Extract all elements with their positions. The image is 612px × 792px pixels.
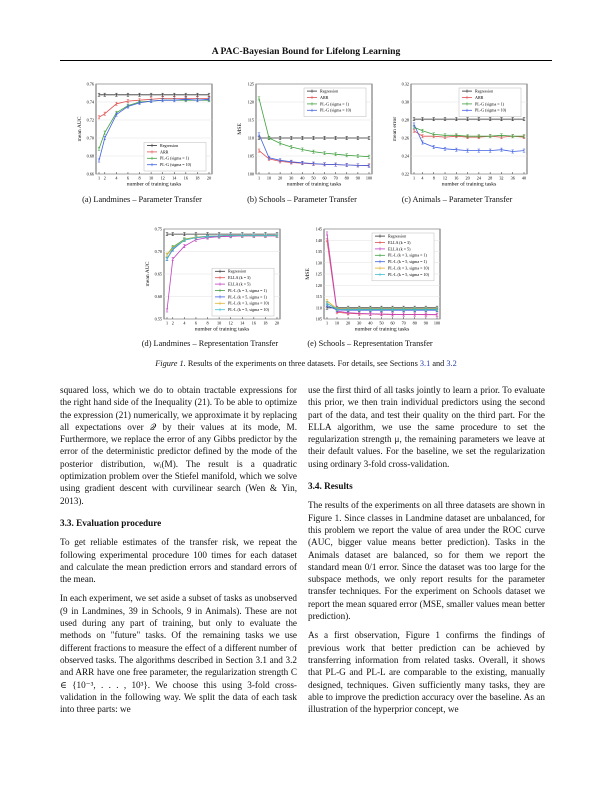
paragraph: In each experiment, we set aside a subset of tasks as unobserved (9 in Landmines, 39 in Schools, 9 in Animals). These are not used during any part of training, but only to evaluate the methods on "future" tasks. Of the remaining tasks we use different fractions to measure the effect of a different number of observed tasks. The algorithms described in Section 3.1 and 3.2 and ARR have one free parameter, the regularization strength C ∈ {10⁻³, . . . , 10³}. We choose this using 3-fold cross-validation in the following way. We split the data of each task into three parts: we	[60, 593, 297, 715]
legend-label: ELLA (k = 5)	[388, 246, 411, 252]
x-tick-label: 50	[379, 320, 384, 326]
y-tick-label: 135	[315, 249, 322, 255]
x-tick-label: 70	[401, 320, 406, 326]
legend-label: ARR	[475, 94, 484, 100]
legend-label: PL-G (sigma = 1)	[320, 101, 350, 107]
x-tick-label: 60	[322, 175, 327, 181]
x-tick-label: 2	[171, 320, 174, 326]
y-tick-label: 110	[315, 305, 322, 311]
subcaption-b: (b) Schools – Parameter Transfer	[247, 195, 357, 204]
y-tick-label: 0.22	[401, 171, 409, 177]
x-tick-label: 8	[432, 175, 435, 181]
y-tick-label: 125	[315, 271, 322, 277]
y-tick-label: 0.70	[154, 249, 162, 255]
x-tick-label: 80	[412, 320, 417, 326]
y-tick-label: 0.76	[86, 81, 94, 87]
legend-label: PL-L (k = 5, sigma = 1)	[388, 259, 427, 265]
x-axis-label: number of training tasks	[286, 181, 342, 188]
x-tick-label: 50	[311, 175, 316, 181]
y-tick-label: 110	[247, 135, 254, 141]
subcaption-c: (c) Animals – Parameter Transfer	[401, 195, 513, 204]
x-tick-label: 2	[103, 175, 106, 181]
figure-caption	[60, 359, 552, 368]
y-tick-label: 0.70	[86, 135, 94, 141]
figure-caption-text: Results of the experiments on three datasets. For details, see Sections	[185, 359, 420, 368]
paragraph: As a first observation, Figure 1 confirms the findings of previous work that better prediction can be achieved by transferring information from related tasks. Overall, it shows that PL-G and PL-L are comparable to the existing, manually designed, techniques. Given sufficiently many tasks, they are able to improve the prediction accuracy over the baseline. As an illustration of the hyperprior concept, we	[308, 630, 545, 715]
right-column	[308, 384, 545, 722]
section-heading-results: 3.4. Results	[308, 481, 353, 492]
x-tick-label: 1	[165, 320, 169, 326]
x-tick-label: 8	[206, 320, 209, 326]
x-tick-label: 30	[357, 320, 362, 326]
x-axis-label: number of training tasks	[354, 326, 410, 333]
x-tick-label: 40	[368, 320, 373, 326]
paragraph: To get reliable estimates of the transfer risk, we repeat the following experimental procedure 100 times for each dataset and calculate the mean prediction errors and standard errors of the mean.	[60, 537, 297, 585]
y-tick-label: 105	[315, 316, 322, 322]
x-tick-label: 28	[488, 175, 493, 181]
page-header: A PAC-Bayesian Bound for Lifelong Learning	[211, 46, 401, 57]
y-tick-label: 140	[315, 237, 322, 243]
x-tick-label: 10	[217, 320, 222, 326]
y-tick-label: 120	[247, 99, 254, 105]
x-axis-label: number of training tasks	[441, 181, 497, 188]
x-tick-label: 16	[183, 175, 188, 181]
legend-label: ARR	[160, 149, 169, 155]
header-rule	[60, 60, 552, 61]
x-tick-label: 20	[274, 320, 280, 326]
legend-label: PL-G (sigma = 1)	[475, 101, 505, 107]
chart-c	[383, 80, 531, 192]
paragraph: The results of the experiments on all three datasets are shown in Figure 1. Since classes in Landmine dataset are unbalanced, for this problem we report the value of area under the ROC curve (AUC, bigger value means better prediction). Tasks in the Animals dataset are balanced, so for them we report the standard mean 0/1 error. Since the dataset was too large for the subspace methods, we only report results for the parameter transfer techniques. For the experiment on Schools dataset we report the mean squared error (MSE, smaller values mean better prediction).	[308, 500, 545, 622]
y-tick-label: 115	[315, 294, 322, 300]
y-tick-label: 0.60	[154, 294, 162, 300]
x-tick-label: 1	[412, 175, 416, 181]
y-axis-label: MSE	[237, 123, 243, 135]
subcaption-a: (a) Landmines – Parameter Transfer	[82, 195, 202, 204]
x-tick-label: 14	[240, 320, 245, 326]
chart-d	[136, 225, 284, 337]
x-tick-label: 6	[194, 320, 197, 326]
y-tick-label: 100	[247, 171, 254, 177]
x-tick-label: 12	[160, 175, 165, 181]
x-tick-label: 8	[138, 175, 141, 181]
y-tick-label: 0.26	[401, 135, 409, 141]
chart-b	[228, 80, 376, 192]
legend-label: Regression	[228, 268, 247, 274]
legend-label: ELLA (k = 3)	[228, 275, 251, 281]
x-tick-label: 16	[251, 320, 256, 326]
y-tick-label: 0.65	[154, 271, 162, 277]
x-axis-label: number of training tasks	[126, 181, 182, 188]
y-tick-label: 0.72	[86, 117, 94, 123]
chart-a	[68, 80, 216, 192]
legend-label: PL-G (sigma = 1)	[160, 155, 190, 161]
y-tick-label: 0.24	[401, 153, 409, 159]
legend-label: PL-G (sigma = 10)	[160, 162, 192, 168]
x-tick-label: 100	[365, 175, 373, 181]
x-tick-label: 16	[454, 175, 459, 181]
left-column	[60, 384, 297, 722]
legend-label: PL-L (k = 3, sigma = 10)	[388, 265, 429, 271]
legend-label: PL-G (sigma = 10)	[320, 107, 352, 113]
x-tick-label: 20	[278, 175, 283, 181]
x-tick-label: 60	[390, 320, 395, 326]
x-tick-label: 18	[195, 175, 200, 181]
y-tick-label: 120	[315, 282, 322, 288]
x-tick-label: 4	[115, 175, 118, 181]
x-tick-label: 12	[228, 320, 233, 326]
legend-label: PL-L (k = 5, sigma = 10)	[228, 307, 269, 313]
y-tick-label: 145	[315, 226, 322, 232]
legend-label: Regression	[320, 88, 339, 94]
legend-label: ELLA (k = 3)	[388, 239, 411, 245]
x-tick-label: 10	[266, 175, 272, 181]
x-tick-label: 20	[346, 320, 351, 326]
figure-caption-label: Figure 1.	[155, 359, 186, 368]
y-tick-label: 0.30	[401, 99, 409, 105]
legend-label: ELLA (k = 5)	[228, 281, 251, 287]
x-tick-label: 14	[172, 175, 177, 181]
y-axis-label: mean error	[392, 116, 398, 142]
x-tick-label: 32	[499, 175, 504, 181]
y-tick-label: 0.55	[154, 316, 162, 322]
paragraph: squared loss, which we do to obtain tractable expressions for the right hand side of the Inequality (21). To be able to optimize the expression (21) numerically, we approximate it by replacing all expectations over 𝒬 by their values at its mode, M. Furthermore, we replace the error of any Gibbs predictor by the error of the deterministic predictor defined by the mode of the posterior distribution, wᵢ(M). The result is a quadratic optimization problem over the Stiefel manifold, which we solve using gradient descent with curvilinear search (Wen & Yin, 2013).	[60, 385, 297, 506]
legend-label: PL-L (k = 3, sigma = 1)	[228, 287, 267, 293]
y-axis-label: mean AUC	[145, 261, 151, 287]
legend-label: PL-G (sigma = 10)	[475, 107, 507, 113]
x-tick-label: 40	[521, 175, 527, 181]
y-tick-label: 0.74	[86, 99, 94, 105]
chart-e	[296, 225, 444, 337]
x-tick-label: 10	[334, 320, 340, 326]
x-tick-label: 70	[333, 175, 338, 181]
legend-label: PL-L (k = 5, sigma = 1)	[228, 294, 267, 300]
legend-label: Regression	[388, 233, 407, 239]
x-tick-label: 12	[442, 175, 448, 181]
x-tick-label: 6	[126, 175, 129, 181]
legend-label: PL-L (k = 3, sigma = 1)	[388, 252, 427, 258]
section-heading-evaluation: 3.3. Evaluation procedure	[60, 517, 162, 528]
x-tick-label: 10	[149, 175, 154, 181]
y-tick-label: 0.75	[154, 226, 162, 232]
y-tick-label: 105	[247, 153, 254, 159]
legend-label: Regression	[160, 142, 179, 148]
x-tick-label: 4	[421, 175, 424, 181]
legend-label: PL-L (k = 5, sigma = 10)	[388, 271, 429, 277]
paragraph: use the first third of all tasks jointly to learn a prior. To evaluate this prior, we then train individual predictors using the second part of the data, and test their quality on the third part. For the ELLA algorithm, we use the same procedure to set the regularization strength μ, the remaining parameters we leave at their default values. For the baseline, we set the regularization using ordinary 3-fold cross-validation.	[308, 385, 545, 469]
x-tick-label: 1	[257, 175, 261, 181]
x-tick-label: 36	[510, 175, 515, 181]
y-tick-label: 0.28	[401, 117, 409, 123]
x-tick-label: 90	[423, 320, 428, 326]
x-tick-label: 20	[465, 175, 470, 181]
x-tick-label: 4	[183, 320, 186, 326]
y-tick-label: 0.66	[86, 171, 94, 177]
x-tick-label: 40	[300, 175, 305, 181]
x-tick-label: 18	[263, 320, 268, 326]
y-tick-label: 115	[247, 117, 254, 123]
legend-label: ARR	[320, 94, 329, 100]
x-tick-label: 1	[97, 175, 101, 181]
x-tick-label: 100	[433, 320, 441, 326]
x-tick-label: 24	[476, 175, 481, 181]
subcaption-e: (e) Schools – Representation Transfer	[307, 339, 433, 348]
x-tick-label: 1	[325, 320, 329, 326]
y-tick-label: 130	[315, 260, 322, 266]
figure-caption-and: and	[430, 359, 447, 368]
legend-label: PL-L (k = 3, sigma = 10)	[228, 300, 269, 306]
x-tick-label: 20	[206, 175, 212, 181]
figure-caption-ref-1[interactable]: 3.1	[419, 359, 431, 368]
x-tick-label: 80	[344, 175, 349, 181]
y-tick-label: 0.32	[401, 81, 409, 87]
x-axis-label: number of training tasks	[194, 326, 250, 333]
x-tick-label: 30	[289, 175, 294, 181]
y-axis-label: mean AUC	[77, 116, 83, 142]
x-tick-label: 90	[355, 175, 360, 181]
y-axis-label: MSE	[305, 268, 311, 280]
y-tick-label: 125	[247, 81, 254, 87]
legend-label: Regression	[475, 88, 494, 94]
subcaption-d: (d) Landmines – Representation Transfer	[141, 339, 279, 348]
figure-caption-ref-2[interactable]: 3.2	[446, 359, 457, 368]
y-tick-label: 0.68	[86, 153, 94, 159]
